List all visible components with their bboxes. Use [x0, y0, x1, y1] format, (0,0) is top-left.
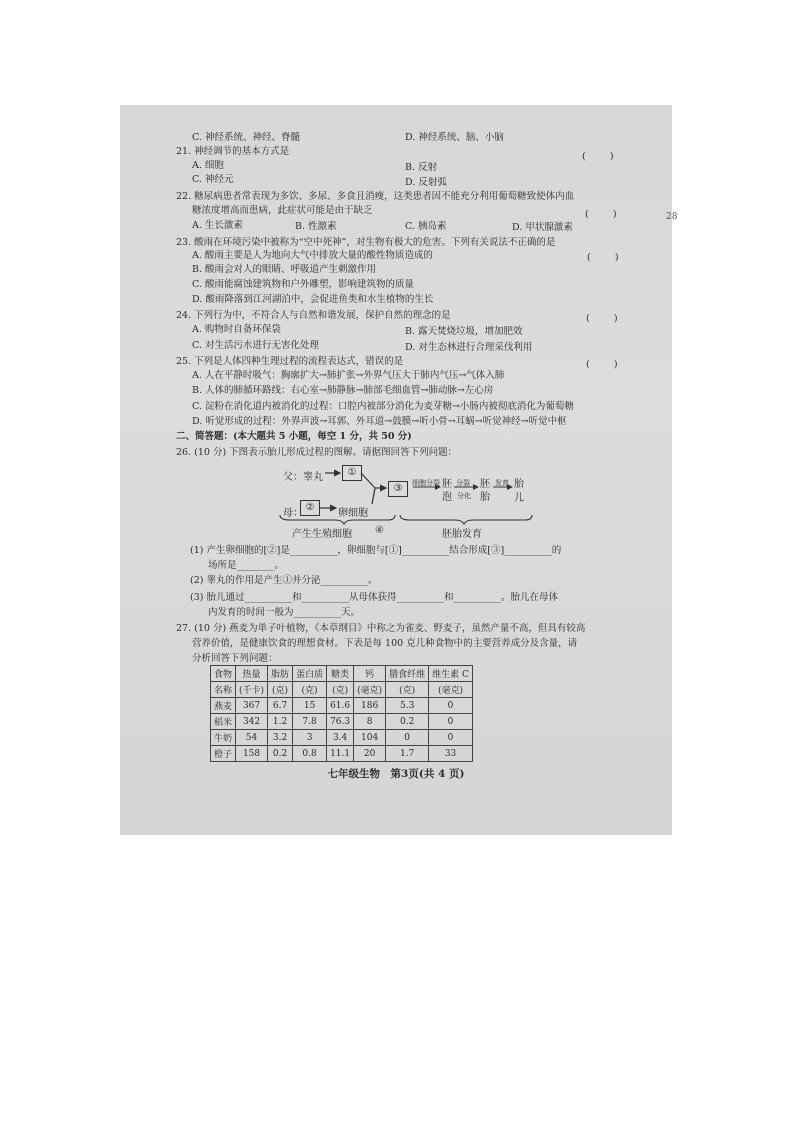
q25-option-a: A. 人在平静时吸气：胸廓扩大→肺扩张→外界气压大于肺内气压→气体入肺 — [192, 370, 505, 381]
diagram-fetus-label-1: 胎 — [514, 479, 524, 490]
diagram-develop-label: 发育 — [495, 479, 509, 487]
table-cell: 8 — [354, 714, 386, 730]
table-cell: 342 — [236, 714, 268, 730]
exam-page-photo — [120, 105, 678, 835]
table-cell: 104 — [354, 730, 386, 746]
q22-option-b: B. 性激素 — [295, 221, 337, 232]
table-header-cell: 钙 — [354, 666, 386, 682]
q25-stem: 25. 下列是人体四种生理过程的流程表达式，错误的是 — [176, 356, 404, 367]
table-cell: 76.3 — [327, 714, 354, 730]
diagram-mother-label: 母： — [283, 508, 303, 519]
table-cell: 0.2 — [268, 746, 293, 762]
table-header-cell: 名称 — [211, 682, 236, 698]
table-header-cell: (克) — [386, 682, 429, 698]
q21-answer-paren: ( ) — [582, 151, 614, 162]
q21-stem: 21. 神经调节的基本方式是 — [176, 146, 290, 157]
q21-option-d: D. 反射弧 — [405, 177, 447, 188]
q26-sub3: (3) 胎儿通过__________和__________从母体获得__________和__________。胎儿在母体 — [190, 592, 558, 603]
table-cell: 燕麦 — [211, 698, 236, 714]
table-header-cell: 热量 — [236, 666, 268, 682]
table-cell: 0 — [386, 730, 429, 746]
table-cell: 6.7 — [268, 698, 293, 714]
table-cell: 稻米 — [211, 714, 236, 730]
diagram-split-label: 分裂 — [456, 479, 470, 487]
table-cell: 3.4 — [327, 730, 354, 746]
q23-option-b: B. 酸雨会对人的眼睛、呼吸道产生刺激作用 — [192, 264, 377, 275]
diagram-box-2: ② — [300, 500, 320, 516]
table-cell: 1.2 — [268, 714, 293, 730]
table-cell: 20 — [354, 746, 386, 762]
table-cell: 367 — [236, 698, 268, 714]
q24-stem: 24. 下列行为中，不符合人与自然和谐发展，保护自然的理念的是 — [176, 310, 451, 321]
q22-answer-paren: ( ) — [585, 209, 617, 220]
q24-option-b: B. 露天焚烧垃圾，增加肥效 — [405, 326, 523, 337]
nutrition-table — [210, 665, 473, 762]
q23-stem: 23. 酸雨在环境污染中被称为“空中死神”，对生物有极大的危害。下列有关说法不正确的是 — [176, 237, 556, 248]
table-row — [211, 746, 473, 762]
q21-option-c: C. 神经元 — [192, 174, 234, 185]
table-header-cell: (克) — [293, 682, 327, 698]
table-cell: 橙子 — [211, 746, 236, 762]
diagram-father-label: 父：睾丸 — [283, 472, 323, 483]
table-cell: 0 — [429, 714, 473, 730]
q22-option-a: A. 生长激素 — [192, 220, 243, 231]
q26-sub1: (1) 产生卵细胞的[②]是__________，卵细胞与[①]__________结合形成[③]__________的 — [190, 545, 562, 556]
table-header-cell: (克) — [327, 682, 354, 698]
q24-option-c: C. 对生活污水进行无害化处理 — [192, 340, 319, 351]
q26-sub3-cont: 内发育的时间一般为__________天。 — [208, 607, 361, 618]
table-cell: 5.3 — [386, 698, 429, 714]
diagram-cell-division-label: 细胞分裂 — [412, 479, 440, 487]
q22-stem-1: 22. 糖尿病患者常表现为多饮、多尿、多食且消瘦，这类患者因不能充分利用葡萄糖致使体内血 — [176, 191, 575, 202]
table-row — [211, 698, 473, 714]
q24-option-d: D. 对生态林进行合理采伐利用 — [405, 342, 533, 353]
q25-option-b: B. 人体的肺循环路线：右心室→肺静脉→肺部毛细血管→肺动脉→左心房 — [192, 385, 494, 396]
table-cell: 33 — [429, 746, 473, 762]
diagram-egg-label: 卵细胞 — [338, 508, 368, 519]
table-header-cell: (千卡) — [236, 682, 268, 698]
page-footer: 七年级生物 第3页(共 4 页) — [327, 768, 465, 780]
table-header-cell: (毫克) — [429, 682, 473, 698]
q27-stem-3: 分析回答下列问题： — [192, 653, 278, 664]
q21-option-a: A. 细胞 — [192, 160, 224, 171]
table-header-cell: 糖类 — [327, 666, 354, 682]
q24-answer-paren: ( ) — [586, 313, 618, 324]
q25-option-c: C. 淀粉在消化道内被消化的过程：口腔内被部分消化为麦芽糖→小肠内被彻底消化为葡萄糖 — [192, 401, 574, 412]
q26-stem: 26. (10 分) 下图表示胎儿形成过程的图解。请据图回答下列问题： — [176, 447, 458, 458]
table-cell: 15 — [293, 698, 327, 714]
q26-sub2: (2) 睾丸的作用是产生①并分泌__________。 — [190, 575, 378, 586]
table-header-row — [211, 666, 473, 682]
table-cell: 7.8 — [293, 714, 327, 730]
diagram-embryo-label-2: 胚 — [480, 479, 490, 490]
q23-option-c: C. 酸雨能腐蚀建筑物和户外雕塑，影响建筑物的质量 — [192, 279, 414, 290]
q23-option-a: A. 酸雨主要是人为地向大气中排放大量的酸性物质造成的 — [192, 250, 433, 261]
q20-option-d: D. 神经系统、脑、小脑 — [405, 132, 504, 143]
table-cell: 3 — [293, 730, 327, 746]
q25-option-d: D. 听觉形成的过程：外界声波→耳郭、外耳道→鼓膜→听小骨→耳蜗→听觉神经→听觉中枢 — [192, 416, 567, 427]
table-header-cell: 蛋白质 — [293, 666, 327, 682]
q26-sub1-cont: 场所是________。 — [208, 560, 285, 571]
table-cell: 0.8 — [293, 746, 327, 762]
diagram-box-1: ① — [342, 465, 362, 481]
table-header-cell: 食物 — [211, 666, 236, 682]
q22-option-d: D. 甲状腺激素 — [512, 222, 573, 233]
diagram-embryo-label-1: 胚 — [442, 479, 452, 490]
table-cell: 186 — [354, 698, 386, 714]
diagram-box-3: ③ — [388, 481, 408, 497]
table-header-row — [211, 682, 473, 698]
q23-option-d: D. 酸雨降落到江河湖泊中，会促进鱼类和水生植物的生长 — [192, 294, 434, 305]
table-cell: 0.2 — [386, 714, 429, 730]
table-cell: 158 — [236, 746, 268, 762]
diagram-label-4: ④ — [375, 525, 384, 536]
table-cell: 牛奶 — [211, 730, 236, 746]
section-2-heading: 二、简答题：(本大题共 5 小题，每空 1 分，共 50 分) — [176, 431, 412, 442]
table-row — [211, 730, 473, 746]
side-margin-mark: 28 — [666, 212, 678, 222]
q21-option-b: B. 反射 — [405, 162, 438, 173]
diagram-fetus-label-2: 儿 — [514, 493, 524, 504]
q24-option-a: A. 购物时自备环保袋 — [192, 324, 281, 335]
table-row — [211, 714, 473, 730]
table-cell: 54 — [236, 730, 268, 746]
table-header-cell: 膳食纤维 — [386, 666, 429, 682]
table-cell: 61.6 — [327, 698, 354, 714]
q25-answer-paren: ( ) — [586, 359, 618, 370]
diagram-diff-label: 分化 — [457, 492, 471, 500]
diagram-fetal-label: 胎 — [480, 492, 490, 503]
table-header-cell: 维生素 C — [429, 666, 473, 682]
table-cell: 11.1 — [327, 746, 354, 762]
q27-stem-2: 营养价值，是健康饮食的理想食材。下表是每 100 克几种食物中的主要营养成分及含量，请 — [192, 638, 578, 649]
table-header-cell: 脂肪 — [268, 666, 293, 682]
table-header-cell: (毫克) — [354, 682, 386, 698]
table-cell: 1.7 — [386, 746, 429, 762]
q27-stem-1: 27. (10 分) 燕麦为单子叶植物，《本草纲目》中称之为雀麦、野麦子，虽然产量不高，但具有较高 — [176, 623, 586, 634]
diagram-bubble-label: 泡 — [442, 492, 452, 503]
q22-option-c: C. 胰岛素 — [405, 221, 447, 232]
q20-option-c: C. 神经系统、神经、脊髓 — [192, 132, 300, 143]
table-cell: 0 — [429, 698, 473, 714]
table-cell: 0 — [429, 730, 473, 746]
q23-answer-paren: ( ) — [587, 252, 619, 263]
table-cell: 3.2 — [268, 730, 293, 746]
q22-stem-2: 糖浓度增高而患病，此症状可能是由于缺乏 — [192, 205, 373, 216]
diagram-embryonic-development-label: 胚胎发育 — [442, 529, 482, 540]
table-header-cell: (克) — [268, 682, 293, 698]
diagram-producing-germ-cells-label: 产生生殖细胞 — [292, 529, 352, 540]
